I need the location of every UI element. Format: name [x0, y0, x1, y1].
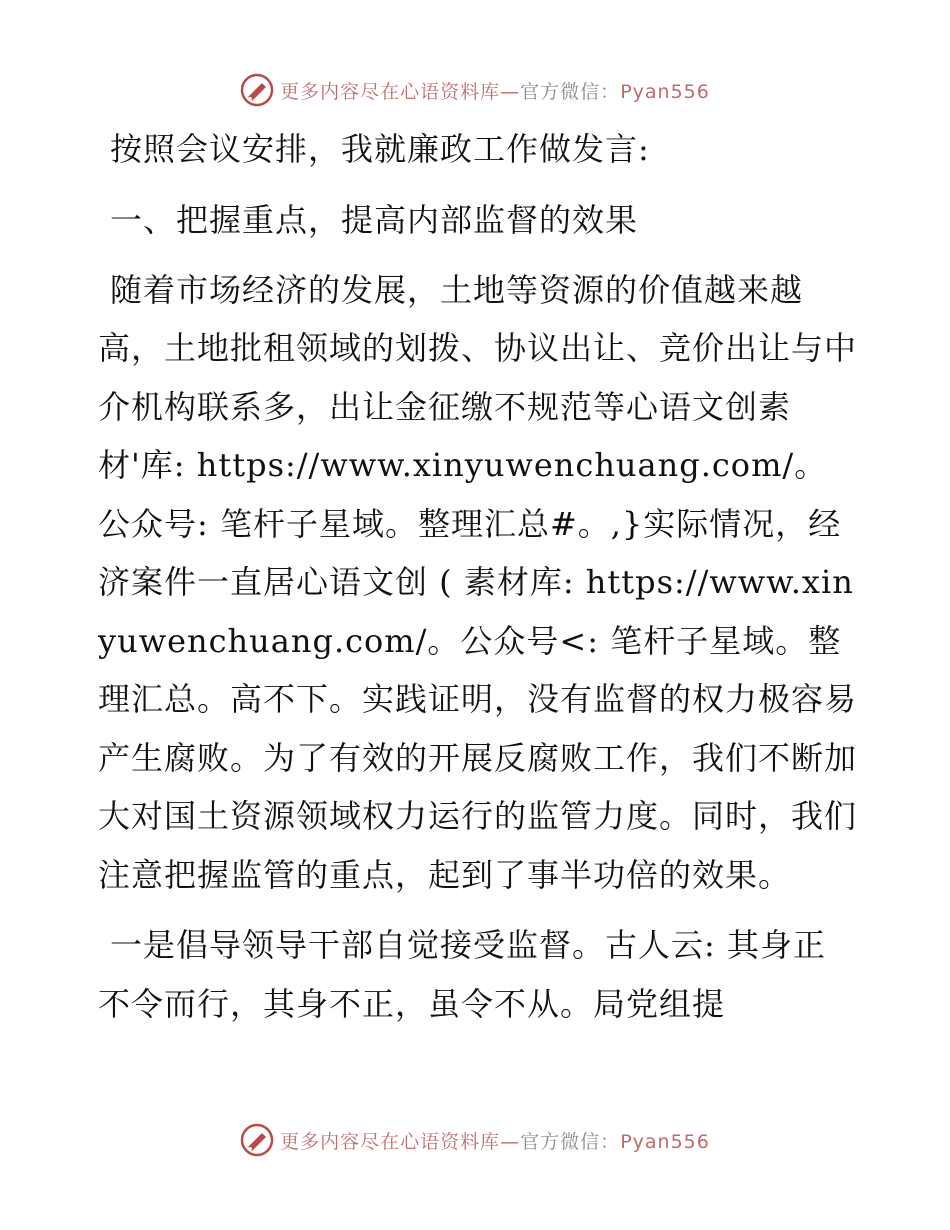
header-banner-title: 更多内容尽在心语资料库: [280, 80, 501, 103]
header-banner: [0, 70, 950, 110]
footer-wechat-label: 官方微信：: [520, 1130, 621, 1153]
body-paragraph-2: 一是倡导领导干部自觉接受监督。古人云: 其身正不令而行，其身不正，虽令不从。局党组提: [98, 926, 826, 1023]
document-body: [98, 120, 858, 1033]
footer-banner-separator: —: [500, 1130, 521, 1153]
header-banner-text: [280, 77, 710, 104]
header-wechat-id: Pyan556: [620, 80, 710, 103]
header-banner-separator: —: [500, 80, 521, 103]
spacer: [98, 179, 858, 191]
spacer: [98, 904, 858, 916]
footer-banner-text: [280, 1127, 710, 1154]
header-wechat-label: 官方微信：: [520, 80, 621, 103]
section-heading: 一、把握重点，提高内部监督的效果: [110, 200, 639, 239]
footer-banner-title: 更多内容尽在心语资料库: [280, 1130, 501, 1153]
pen-logo-icon: [240, 73, 274, 107]
pen-logo-icon: [240, 1123, 274, 1157]
intro-paragraph: 按照会议安排，我就廉政工作做发言:: [110, 130, 650, 168]
body-paragraph-1: 随着市场经济的发展，土地等资源的价值越来越高，土地批租领域的划拨、协议出让、竞价出让与中介机构联系多，出让金征缴不规范等心语文创素材'库: https://www.xinyuwenchuang.com/。公众号: 笔杆子星域。整理汇总#。,}实际情况，经济案件一直居心语文创 ( 素材库: https://www.xinyuwenchuang.com/。公众号<: 笔杆子星域。整理汇总。高不下。实践证明，没有监督的权力极容易产生腐败。为了有效的开展反腐败工作，我们不断加大对国土资源领域权力运行的监管力度。同时，我们注意把握监管的重点，起到了事半功倍的效果。: [98, 270, 858, 894]
footer-banner: [0, 1120, 950, 1160]
footer-wechat-id: Pyan556: [620, 1130, 710, 1153]
spacer: [98, 249, 858, 261]
